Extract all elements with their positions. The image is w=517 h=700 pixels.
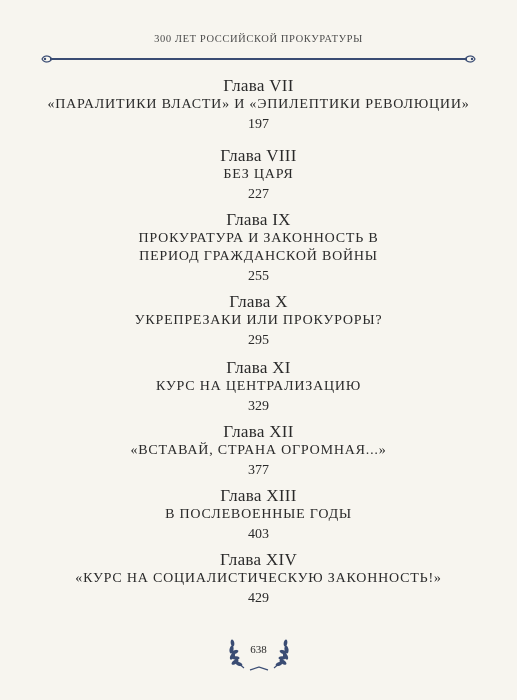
chapter-label: Глава XIV — [219, 550, 298, 569]
chapter-title: КУРС НА ЦЕНТРАЛИЗАЦИЮ — [155, 379, 362, 394]
chapter-title: «ВСТАВАЙ, СТРАНА ОГРОМНАЯ...» — [130, 443, 387, 458]
chapter-title: «ПАРАЛИТИКИ ВЛАСТИ» И «ЭПИЛЕПТИКИ РЕВОЛЮЦИИ» — [47, 97, 470, 112]
rule-ornament-left — [40, 52, 54, 66]
toc-entry[interactable] — [0, 210, 517, 286]
chapter-title: ПРОКУРАТУРА И ЗАКОННОСТЬ В ПЕРИОД ГРАЖДАНСКОЙ ВОЙНЫ — [138, 231, 379, 264]
chapter-label: Глава VIII — [220, 146, 297, 165]
chapter-title: БЕЗ ЦАРЯ — [223, 167, 294, 182]
toc-entry[interactable] — [0, 358, 517, 416]
chapter-title: «КУРС НА СОЦИАЛИСТИЧЕСКУЮ ЗАКОННОСТЬ!» — [75, 571, 442, 586]
chapter-label: Глава X — [229, 292, 288, 311]
chapter-label: Глава XIII — [220, 486, 297, 505]
folio-block — [214, 618, 304, 674]
chapter-page-number: 403 — [248, 527, 269, 542]
running-head: 300 ЛЕТ РОССИЙСКОЙ ПРОКУРАТУРЫ — [154, 34, 363, 45]
chapter-label: Глава XII — [223, 422, 294, 441]
toc-entry[interactable] — [0, 146, 517, 204]
chapter-page-number: 329 — [248, 399, 269, 414]
header-rule — [40, 52, 477, 66]
chapter-title: В ПОСЛЕВОЕННЫЕ ГОДЫ — [165, 507, 352, 522]
chapter-page-number: 377 — [248, 463, 269, 478]
chapter-label: Глава VII — [223, 76, 294, 95]
page-number: 638 — [250, 644, 267, 656]
chapter-page-number: 255 — [248, 269, 269, 284]
rule-line — [50, 58, 467, 60]
chapter-page-number: 197 — [248, 117, 269, 132]
chapter-label: Глава XI — [226, 358, 291, 377]
toc-entry[interactable] — [0, 550, 517, 608]
chapter-title: УКРЕПРЕЗАКИ ИЛИ ПРОКУРОРЫ? — [134, 313, 383, 328]
toc-entry[interactable] — [0, 486, 517, 544]
chapter-page-number: 295 — [248, 333, 269, 348]
chapter-label: Глава IX — [226, 210, 291, 229]
toc-entry[interactable] — [0, 292, 517, 350]
chapter-page-number: 429 — [248, 591, 269, 606]
toc-entry[interactable] — [0, 422, 517, 480]
toc-entry[interactable] — [0, 76, 517, 134]
chapter-page-number: 227 — [248, 187, 269, 202]
rule-ornament-right — [463, 52, 477, 66]
